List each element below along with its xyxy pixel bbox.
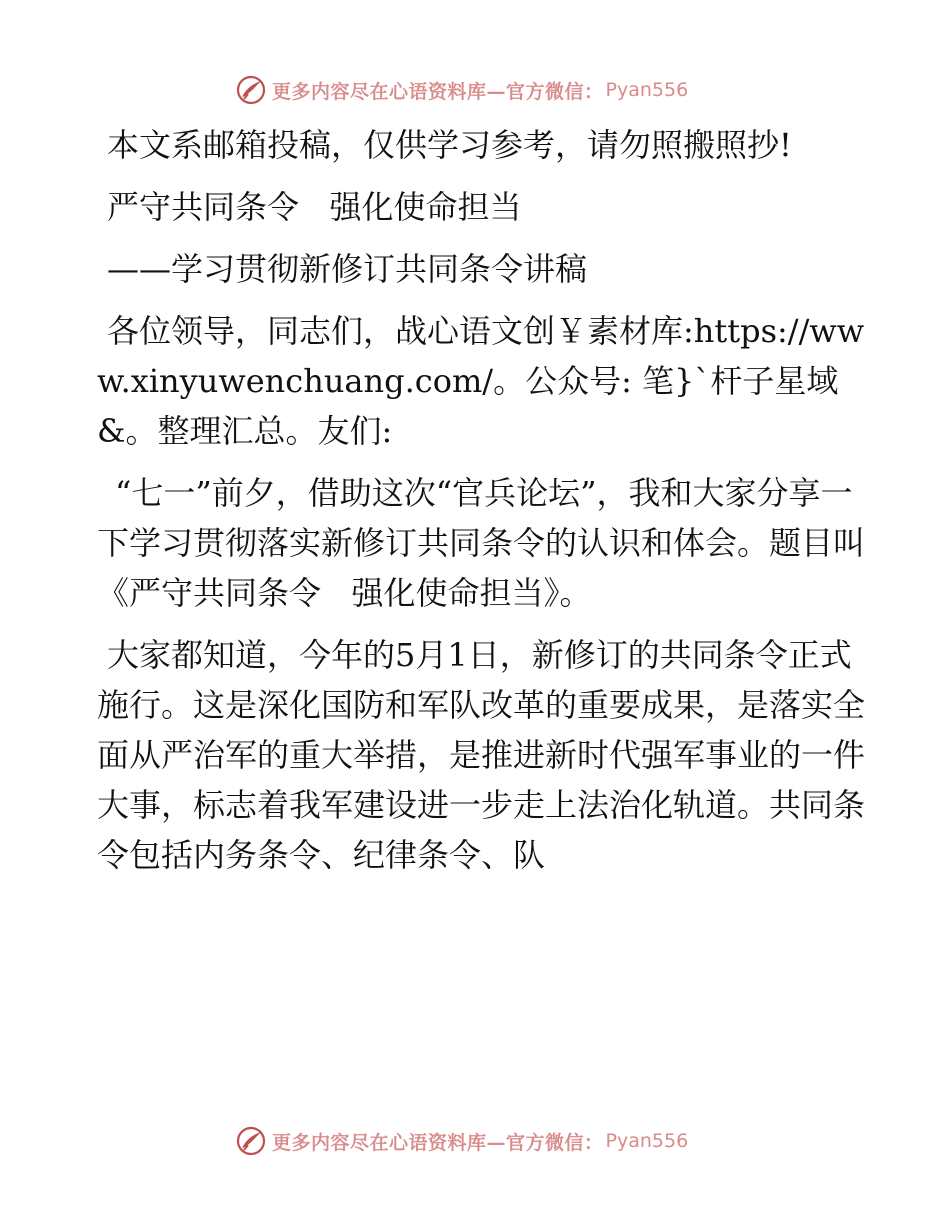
notice-paragraph: 本文系邮箱投稿，仅供学习参考，请勿照搬照抄! (107, 126, 792, 164)
body-paragraph-1 (97, 468, 867, 618)
body-paragraph-2: 大家都知道，今年的5月1日，新修订的共同条令正式施行。这是深化国防和军队改革的重要成果，是落实全面从严治军的重大举措，是推进新时代强军事业的一件大事，标志着我军建设进一步走上法治化轨道。共同条令包括内务条令、纪律条令、队 (97, 636, 866, 874)
document-subtitle: ——学习贯彻新修订共同条令讲稿 (107, 250, 588, 288)
quill-logo-icon (236, 1126, 266, 1156)
quill-logo-icon (236, 75, 266, 105)
title-part-2: 强化使命担当 (329, 188, 522, 226)
watermark-account: Pyan556 (605, 79, 689, 101)
document-title (97, 182, 867, 232)
paragraph-1-part-a: “七一”前夕，借助这次“官兵论坛”，我和大家分享一下学习贯彻落实新修订共同条令的认识和体会。题目叫《严守共同条令 (97, 474, 866, 612)
watermark-text: 更多内容尽在心语资料库—官方微信： (272, 80, 604, 103)
document-body (97, 120, 867, 892)
salutation-paragraph: 各位领导，同志们，战心语文创￥素材库:https://www.xinyuwenchuang.com/。公众号: 笔}`杆子星域&。整理汇总。友们: (97, 312, 865, 450)
watermark-text: 更多内容尽在心语资料库—官方微信： (272, 1131, 604, 1154)
watermark-footer (236, 1124, 688, 1158)
watermark-header (236, 73, 688, 107)
title-part-1: 严守共同条令 (107, 188, 300, 226)
watermark-account: Pyan556 (605, 1130, 689, 1152)
paragraph-1-part-b: 强化使命担当》。 (351, 574, 592, 612)
